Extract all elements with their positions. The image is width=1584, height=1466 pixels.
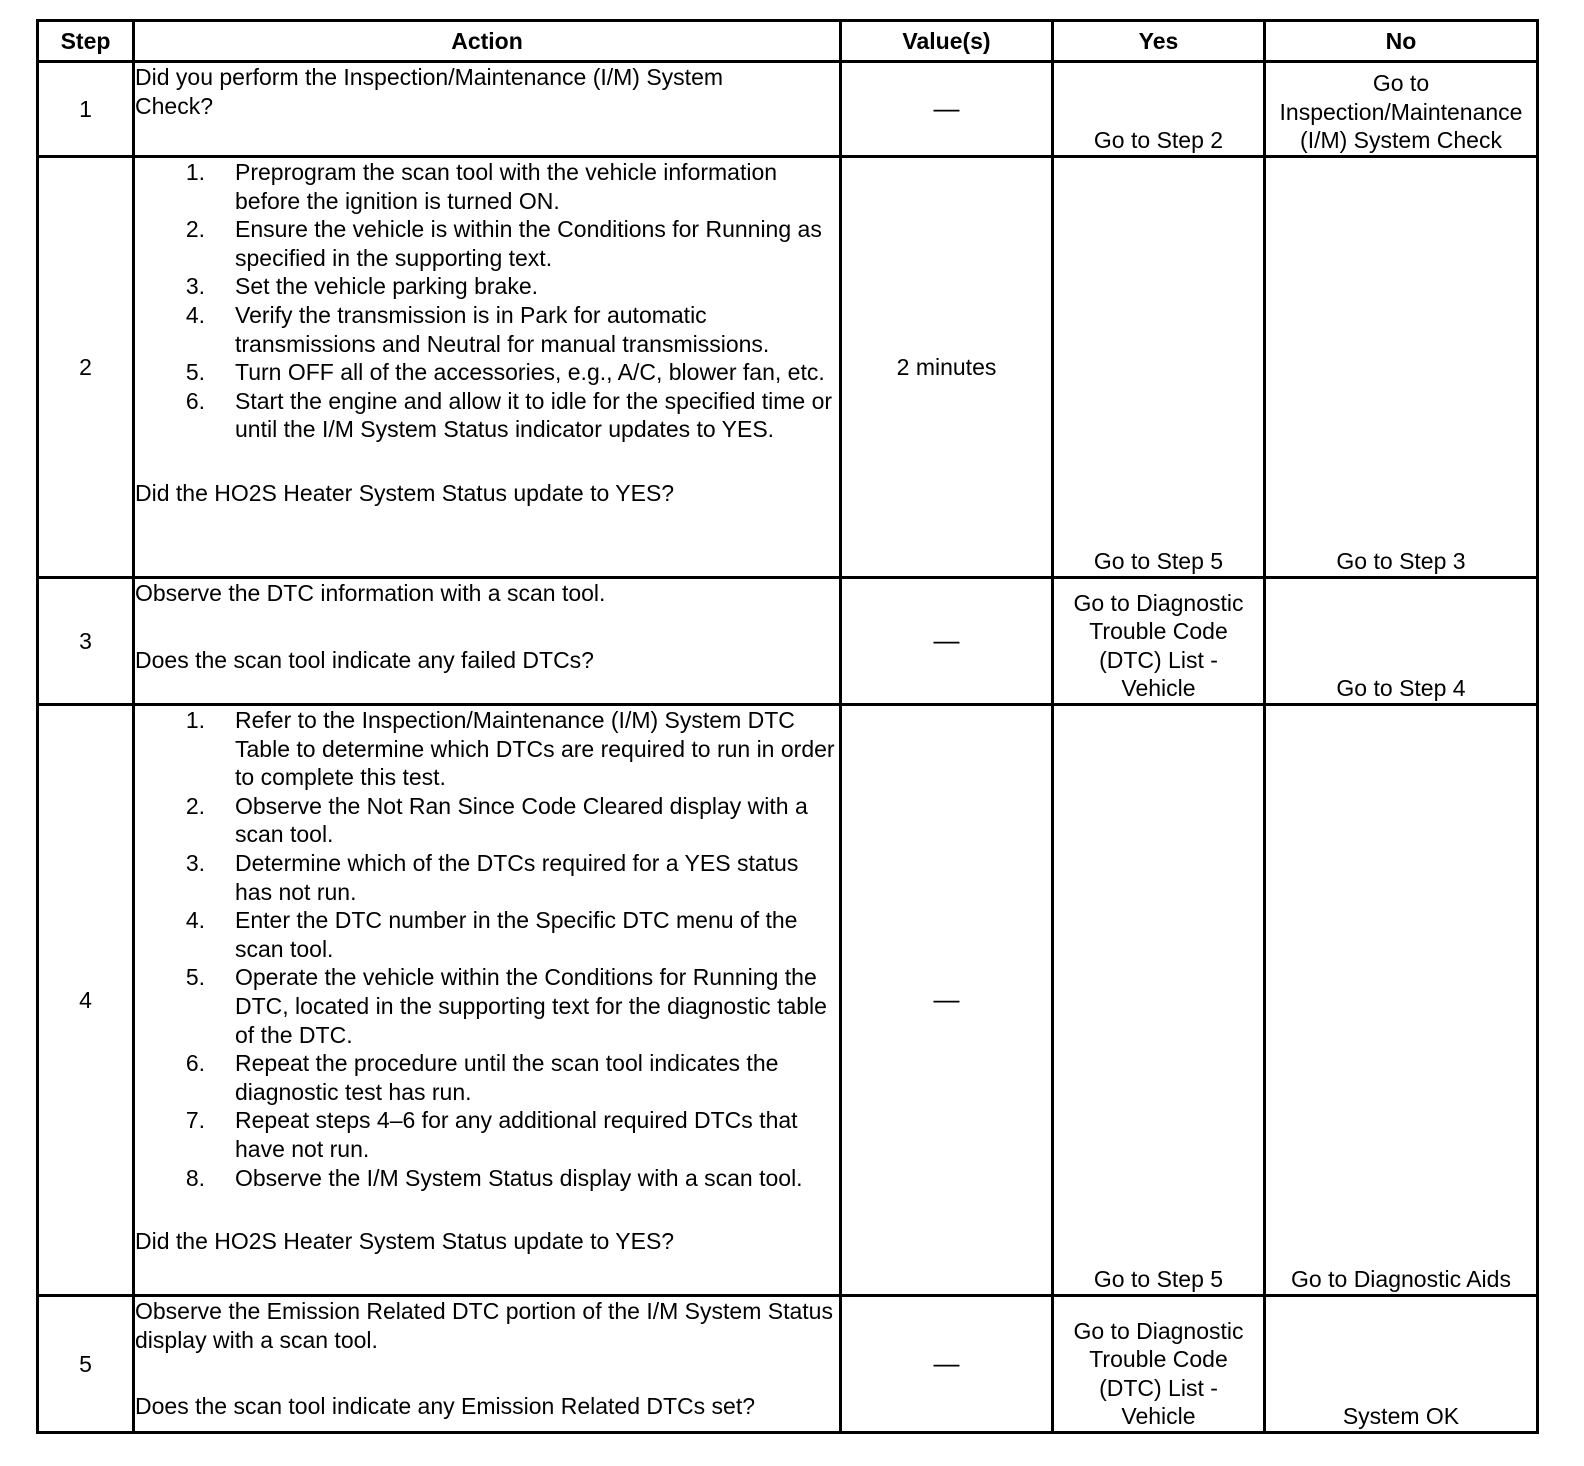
list-item-text: Set the vehicle parking brake. xyxy=(235,273,539,300)
step-number: 4 xyxy=(38,705,134,1296)
value-text: — xyxy=(933,984,960,1015)
table-row xyxy=(38,1296,1538,1433)
no-cell: Go to Step 4 xyxy=(1265,578,1538,705)
header-action: Action xyxy=(134,21,841,62)
value-cell xyxy=(841,157,1053,578)
list-item-text: Observe the I/M System Status display with a scan tool. xyxy=(235,1164,803,1191)
list-item-text: Repeat the procedure until the scan tool indicates the diagnostic test has run. xyxy=(235,1050,779,1105)
action-question: Did the HO2S Heater System Status update to YES? xyxy=(135,479,675,506)
list-item: 2. Ensure the vehicle is within the Conditions for Running as specified in the supporting text. xyxy=(185,216,822,271)
value-text: — xyxy=(933,1348,960,1379)
no-cell: Go to Diagnostic Aids xyxy=(1265,705,1538,1296)
step-number: 1 xyxy=(38,62,134,157)
yes-cell: Go to Step 5 xyxy=(1053,157,1265,578)
action-intro: Did you perform the Inspection/Maintenance (I/M) System Check? xyxy=(135,64,724,119)
list-item: 6. Start the engine and allow it to idle for the specified time or until the I/M System Status indicator updates to YES. xyxy=(185,387,833,443)
list-item: 5. Turn OFF all of the accessories, e.g., A/C, blower fan, etc. xyxy=(185,359,825,386)
action-intro: Observe the Emission Related DTC portion of the I/M System Status display with a scan tool. xyxy=(135,1298,833,1353)
value-text: — xyxy=(933,93,960,124)
step-number: 3 xyxy=(38,578,134,705)
value-cell xyxy=(841,1296,1053,1433)
table-row xyxy=(38,62,1538,157)
list-item-text: Refer to the Inspection/Maintenance (I/M) System DTC Table to determine which DTCs are required to run in order to complete this test. xyxy=(235,707,835,791)
list-item: 7. Repeat steps 4–6 for any additional required DTCs that have not run. xyxy=(185,1107,798,1162)
value-cell xyxy=(841,578,1053,705)
list-item-text: Verify the transmission is in Park for automatic transmissions and Neutral for manual transmissions. xyxy=(235,301,770,357)
action-question: Does the scan tool indicate any failed DTCs? xyxy=(135,646,594,673)
no-cell: System OK xyxy=(1265,1296,1538,1433)
header-no: No xyxy=(1265,21,1538,62)
header-yes: Yes xyxy=(1053,21,1265,62)
no-cell: Go to Inspection/Maintenance (I/M) System Check xyxy=(1265,62,1538,157)
step-number: 5 xyxy=(38,1296,134,1433)
list-item-text: Repeat steps 4–6 for any additional required DTCs that have not run. xyxy=(235,1107,798,1162)
instruction-list xyxy=(135,158,839,444)
list-item: 1. Refer to the Inspection/Maintenance (I/M) System DTC Table to determine which DTCs are required to run in order to complete this test. xyxy=(185,707,835,791)
value-text: — xyxy=(933,625,960,656)
yes-cell: Go to Diagnostic Trouble Code (DTC) List - Vehicle xyxy=(1053,578,1265,705)
list-item-text: Ensure the vehicle is within the Conditions for Running as specified in the supporting text. xyxy=(235,216,822,271)
list-item: 1. Preprogram the scan tool with the vehicle information before the ignition is turned ON. xyxy=(185,159,778,214)
list-item-text: Turn OFF all of the accessories, e.g., A/C, blower fan, etc. xyxy=(235,359,825,386)
action-cell xyxy=(134,157,841,578)
yes-cell: Go to Diagnostic Trouble Code (DTC) List - Vehicle xyxy=(1053,1296,1265,1433)
header-step: Step xyxy=(38,21,134,62)
yes-cell: Go to Step 2 xyxy=(1053,62,1265,157)
header-row xyxy=(38,21,1538,62)
list-item: 4. Enter the DTC number in the Specific DTC menu of the scan tool. xyxy=(185,907,798,962)
table-row xyxy=(38,578,1538,705)
list-item-text: Operate the vehicle within the Conditions for Running the DTC, located in the supporting text for the diagnostic table of the DTC. xyxy=(235,964,827,1048)
header-values: Value(s) xyxy=(841,21,1053,62)
action-cell xyxy=(134,62,841,157)
yes-cell: Go to Step 5 xyxy=(1053,705,1265,1296)
list-item: 8. Observe the I/M System Status display with a scan tool. xyxy=(185,1164,803,1191)
table-row xyxy=(38,157,1538,578)
no-cell: Go to Step 3 xyxy=(1265,157,1538,578)
action-question: Does the scan tool indicate any Emission Related DTCs set? xyxy=(135,1393,756,1420)
action-question: Did the HO2S Heater System Status update to YES? xyxy=(135,1228,675,1255)
action-intro: Observe the DTC information with a scan tool. xyxy=(135,580,606,606)
list-item: 3. Determine which of the DTCs required for a YES status has not run. xyxy=(185,849,799,905)
list-item-text: Preprogram the scan tool with the vehicle information before the ignition is turned ON. xyxy=(235,159,778,214)
action-cell xyxy=(134,578,841,705)
list-item-text: Enter the DTC number in the Specific DTC menu of the scan tool. xyxy=(235,907,798,962)
list-item: 3. Set the vehicle parking brake. xyxy=(185,273,539,300)
list-item-text: Observe the Not Ran Since Code Cleared display with a scan tool. xyxy=(235,792,808,848)
action-cell xyxy=(134,705,841,1296)
list-item: 6. Repeat the procedure until the scan tool indicates the diagnostic test has run. xyxy=(185,1050,779,1105)
step-number: 2 xyxy=(38,157,134,578)
table-row xyxy=(38,705,1538,1296)
list-item-text: Start the engine and allow it to idle for the specified time or until the I/M System Status indicator updates to YES. xyxy=(235,387,833,443)
list-item-text: Determine which of the DTCs required for a YES status has not run. xyxy=(235,849,799,905)
list-item: 5. Operate the vehicle within the Conditions for Running the DTC, located in the supporting text for the diagnostic table of the DTC. xyxy=(185,964,827,1048)
value-cell xyxy=(841,705,1053,1296)
list-item: 2. Observe the Not Ran Since Code Cleared display with a scan tool. xyxy=(185,792,808,848)
value-text: 2 minutes xyxy=(896,353,997,380)
list-item: 4. Verify the transmission is in Park for automatic transmissions and Neutral for manual transmissions. xyxy=(185,301,770,357)
action-cell xyxy=(134,1296,841,1433)
instruction-list xyxy=(135,706,839,1192)
diagnostic-table xyxy=(36,19,1539,1434)
value-cell xyxy=(841,62,1053,157)
